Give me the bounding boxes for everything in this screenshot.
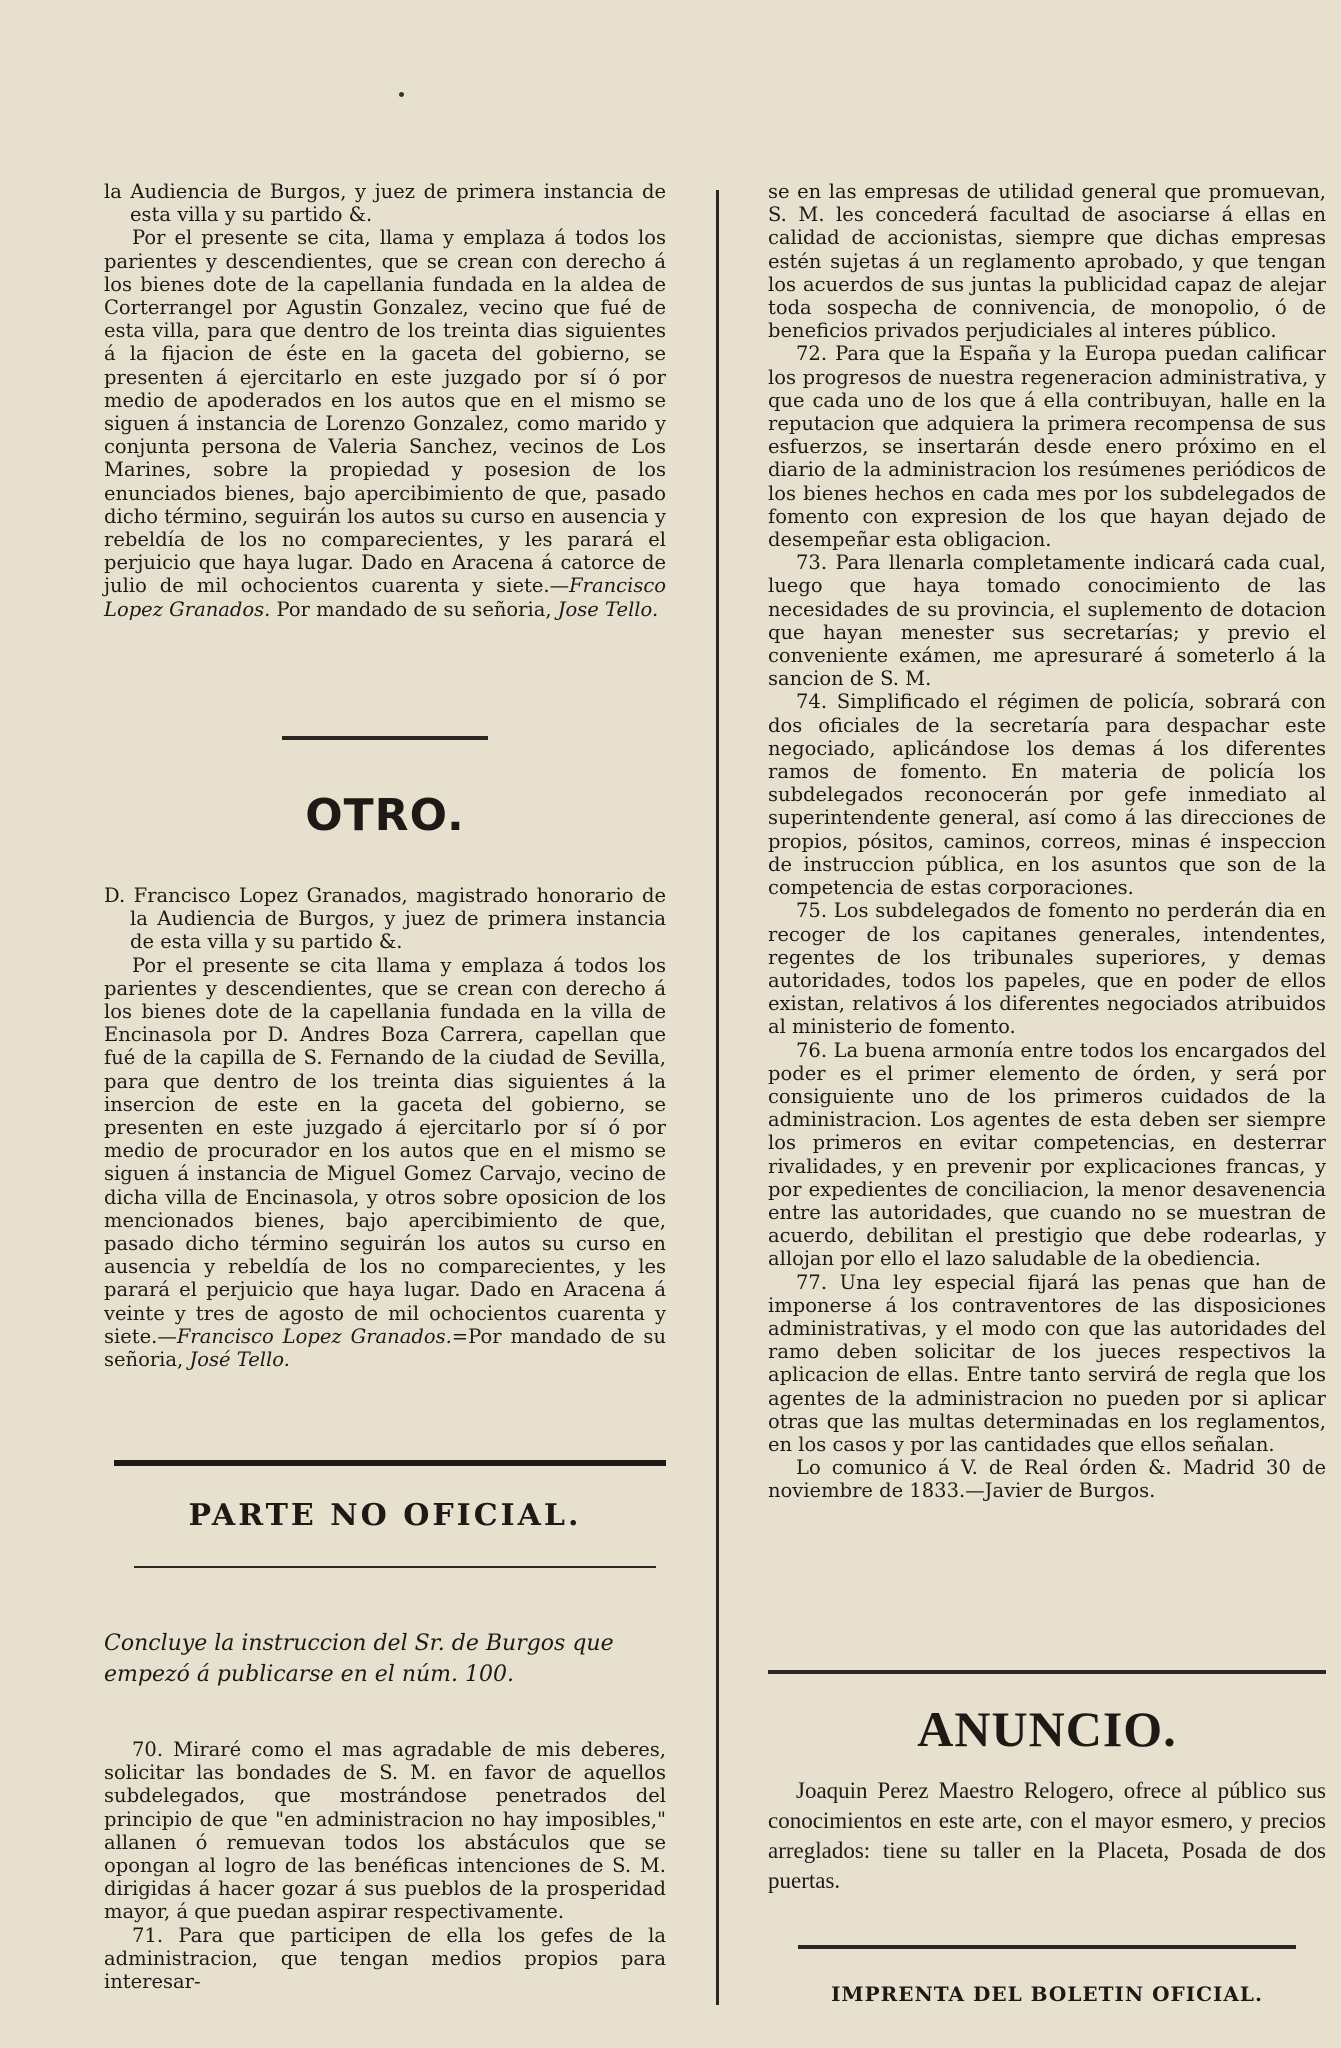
edicto-1-header: la Audiencia de Burgos, y juez de primera instancia de esta villa y su partido &. bbox=[104, 180, 666, 227]
edicto-2-header: D. Francisco Lopez Granados, magistrado honorario de la Audiencia de Burgos, y juez de primera instancia de esta villa y su partido &. bbox=[104, 884, 666, 954]
heavy-rule-1 bbox=[114, 1460, 666, 1466]
rule-3 bbox=[768, 1670, 1326, 1674]
edicto-2-body: Por el presente se cita llama y emplaza á todos los parientes y descendientes, que se crean con derecho á los bienes dote de la capellania fundada en la villa de Encinasola por D. Andres Boza Carrera, capellan que fué de la capilla de S. Fernando de la ciudad de Sevilla, para que dentro de los treinta dias siguientes á la insercion de este en la gaceta del gobierno, se presenten en este juzgado á ejercitarlo por sí ó por medio de procurador en los autos que en el mismo se siguen á instancia de Miguel Gomez Carvajo, vecino de dicha villa de Encinasola, y otros sobre oposicion de los mencionados bienes, bajo apercibimiento de que, pasado dicho término seguirán los autos su curso en ausencia y rebeldía de los no comparecientes, y les parará el perjuicio que haya lugar. Dado en Aracena á veinte y tres de agosto de mil ochocientos cuarenta y siete.—Francisco Lopez Granados.=Por mandado de su señoria, José Tello. bbox=[104, 953, 666, 1372]
anuncio-body: Joaquin Perez Maestro Relogero, ofrece al público sus conocimientos en este arte, con el mayor esmero, y precios arreglados: tiene su taller en la Placeta, Posada de dos puertas. bbox=[768, 1778, 1326, 1893]
imprenta-line: IMPRENTA DEL BOLETIN OFICIAL. bbox=[831, 1982, 1263, 2006]
left-column bbox=[104, 0, 666, 2048]
anuncio-title: ANUNCIO. bbox=[917, 1701, 1177, 1757]
paragraph-71: 71. Para que participen de ella los gefes de la administracion, que tengan medios propios para interesar- bbox=[104, 1923, 666, 1994]
anuncio-heading bbox=[768, 1700, 1326, 1758]
imprenta-footer bbox=[768, 1982, 1326, 2006]
paragraph-72: 72. Para que la España y la Europa puedan calificar los progresos de nuestra regeneracion administrativa, y que cada uno de los que á ella contribuyan, halle en la reputacion que adquiera la primera recompensa de sus esfuerzos, se insertarán desde enero próximo en el diario de la administracion los resúmenes periódicos de los bienes hechos en cada mes por los subdelegados de fomento con expresion de los que hayan dejado de desempeñar esta obligacion. bbox=[768, 342, 1326, 552]
edicto-2-sign-judge: Francisco Lopez Granados. bbox=[176, 1324, 452, 1348]
edicto-1-sign-judge: Francisco Lopez Granados. bbox=[104, 574, 666, 621]
parte-subtitle-block bbox=[104, 1628, 666, 1690]
rule-2 bbox=[134, 1566, 656, 1568]
instruccion-left bbox=[104, 1738, 666, 1993]
edicto-1-body: Por el presente se cita, llama y emplaza á todos los parientes y descendientes, que se crean con derecho á los bienes dote de la capellania fundada en la aldea de Corterrangel por Agustin Gonzalez, vecino que fué de esta villa, para que dentro de los treinta dias siguientes á la fijacion de éste en la gaceta del gobierno, se presenten á ejercitarlo en este juzgado por sí ó por medio de apoderados en los autos que en el mismo se siguen á instancia de Lorenzo Gonzalez, como marido y conjunta persona de Valeria Sanchez, vecinos de Los Marines, sobre la propiedad y posesion de los enunciados bienes, bajo apercibimiento de que, pasado dicho término, seguirán los autos su curso en ausencia y rebeldía de los no comparecientes, y les parará el perjuicio que haya lugar. Dado en Aracena á catorce de julio de mil ochocientos cuarenta y siete.—Francisco Lopez Granados. Por mandado de su señoria, Jose Tello. bbox=[104, 226, 666, 621]
parte-subtitle: Concluye la instruccion del Sr. de Burgos que empezó á publicarse en el núm. 100. bbox=[104, 1631, 614, 1687]
paragraph-71-cont: se en las empresas de utilidad general que promuevan, S. M. les concederá facultad de asociarse á ellas en calidad de accionistas, siempre que dichas empresas estén sujetas á un reglamento aprobado, y que tengan los acuerdos de sus juntas la publicidad capaz de alejar toda sospecha de connivencia, de monopolio, ó de beneficios privados perjudiciales al interes público. bbox=[768, 180, 1326, 343]
paragraph-70: 70. Miraré como el mas agradable de mis deberes, solicitar las bondades de S. M. en favor de aquellos subdelegados, que mostrándose penetrados del principio de que "en administracion no hay imposibles," allanen ó remuevan todos los abstáculos que se opongan al logro de las benéficas intenciones de S. M. dirigidas á hacer gozar á sus pueblos de la prosperidad mayor, á que puedan aspirar respectivamente. bbox=[104, 1738, 666, 1924]
paragraph-74: 74. Simplificado el régimen de policía, sobrará con dos oficiales de la secretaría para despachar este negociado, aplicándose los demas á los diferentes ramos de fomento. En materia de policía los subdelegados reconocerán por gefe inmediato al superintendente general, así como á las direcciones de propios, pósitos, caminos, correos, minas é inspeccion de instruccion pública, en los asuntos que son de la competencia de estas corporaciones. bbox=[768, 690, 1326, 900]
instruccion-right bbox=[768, 180, 1326, 1503]
right-column bbox=[768, 0, 1326, 2048]
otro-heading bbox=[104, 790, 666, 841]
anuncio-block bbox=[768, 1776, 1326, 1896]
edicto-1 bbox=[104, 180, 666, 621]
rule-4 bbox=[798, 1945, 1296, 1949]
closing-line: Lo comunico á V. de Real órden &. Madrid 30 de noviembre de 1833.—Javier de Burgos. bbox=[768, 1456, 1326, 1503]
paragraph-77: 77. Una ley especial fijará las penas que han de imponerse á los contraventores de las disposiciones administrativas, y el modo con que las autoridades del ramo deben solicitar de los jueces respectivos la aplicacion de ellas. Entre tanto servirá de regla que los agentes de la administracion no pueden por si aplicar otras que las multas determinadas en los reglamentos, en los casos y por las cantidades que ellos señalan. bbox=[768, 1270, 1326, 1456]
parte-no-oficial-heading bbox=[104, 1498, 666, 1533]
paragraph-73: 73. Para llenarla completamente indicará cada cual, luego que haya tomado conocimiento de las necesidades de su provincia, el suplemento de dotacion que hayan menester sus secretarías; y previo el conveniente exámen, me apresuraré á someterlo á la sancion de S. M. bbox=[768, 551, 1326, 691]
paragraph-75: 75. Los subdelegados de fomento no perderán dia en recoger de los capitanes generales, intendentes, regentes de los tribunales superiores, y demas autoridades, todos los papeles, que en poder de ellos existan, relativos á los diferentes negociados atribuidos al ministerio de fomento. bbox=[768, 899, 1326, 1039]
edicto-2 bbox=[104, 884, 666, 1371]
otro-title: OTRO. bbox=[305, 790, 465, 841]
edicto-1-sign-clerk: Jose Tello. bbox=[557, 597, 659, 621]
paragraph-76: 76. La buena armonía entre todos los encargados del poder es el primer elemento de órden, y será por consiguiente uno de los primeros cuidados de la administracion. Los agentes de esta deben ser siempre los primeros en evitar competencias, en desterrar rivalidades, y en prevenir por explicaciones francas, y por expedientes de conciliacion, la menor desavenencia entre las autoridades, que cuando no se muestran de acuerdo, debilitan el prestigio que debe rodearlas, y allojan por ello el lazo saludable de la obediencia. bbox=[768, 1038, 1326, 1271]
column-divider bbox=[716, 190, 719, 2005]
edicto-2-sign-clerk: José Tello. bbox=[189, 1348, 290, 1372]
ornament-rule bbox=[282, 736, 488, 740]
parte-no-oficial-title: PARTE NO OFICIAL. bbox=[188, 1498, 582, 1533]
